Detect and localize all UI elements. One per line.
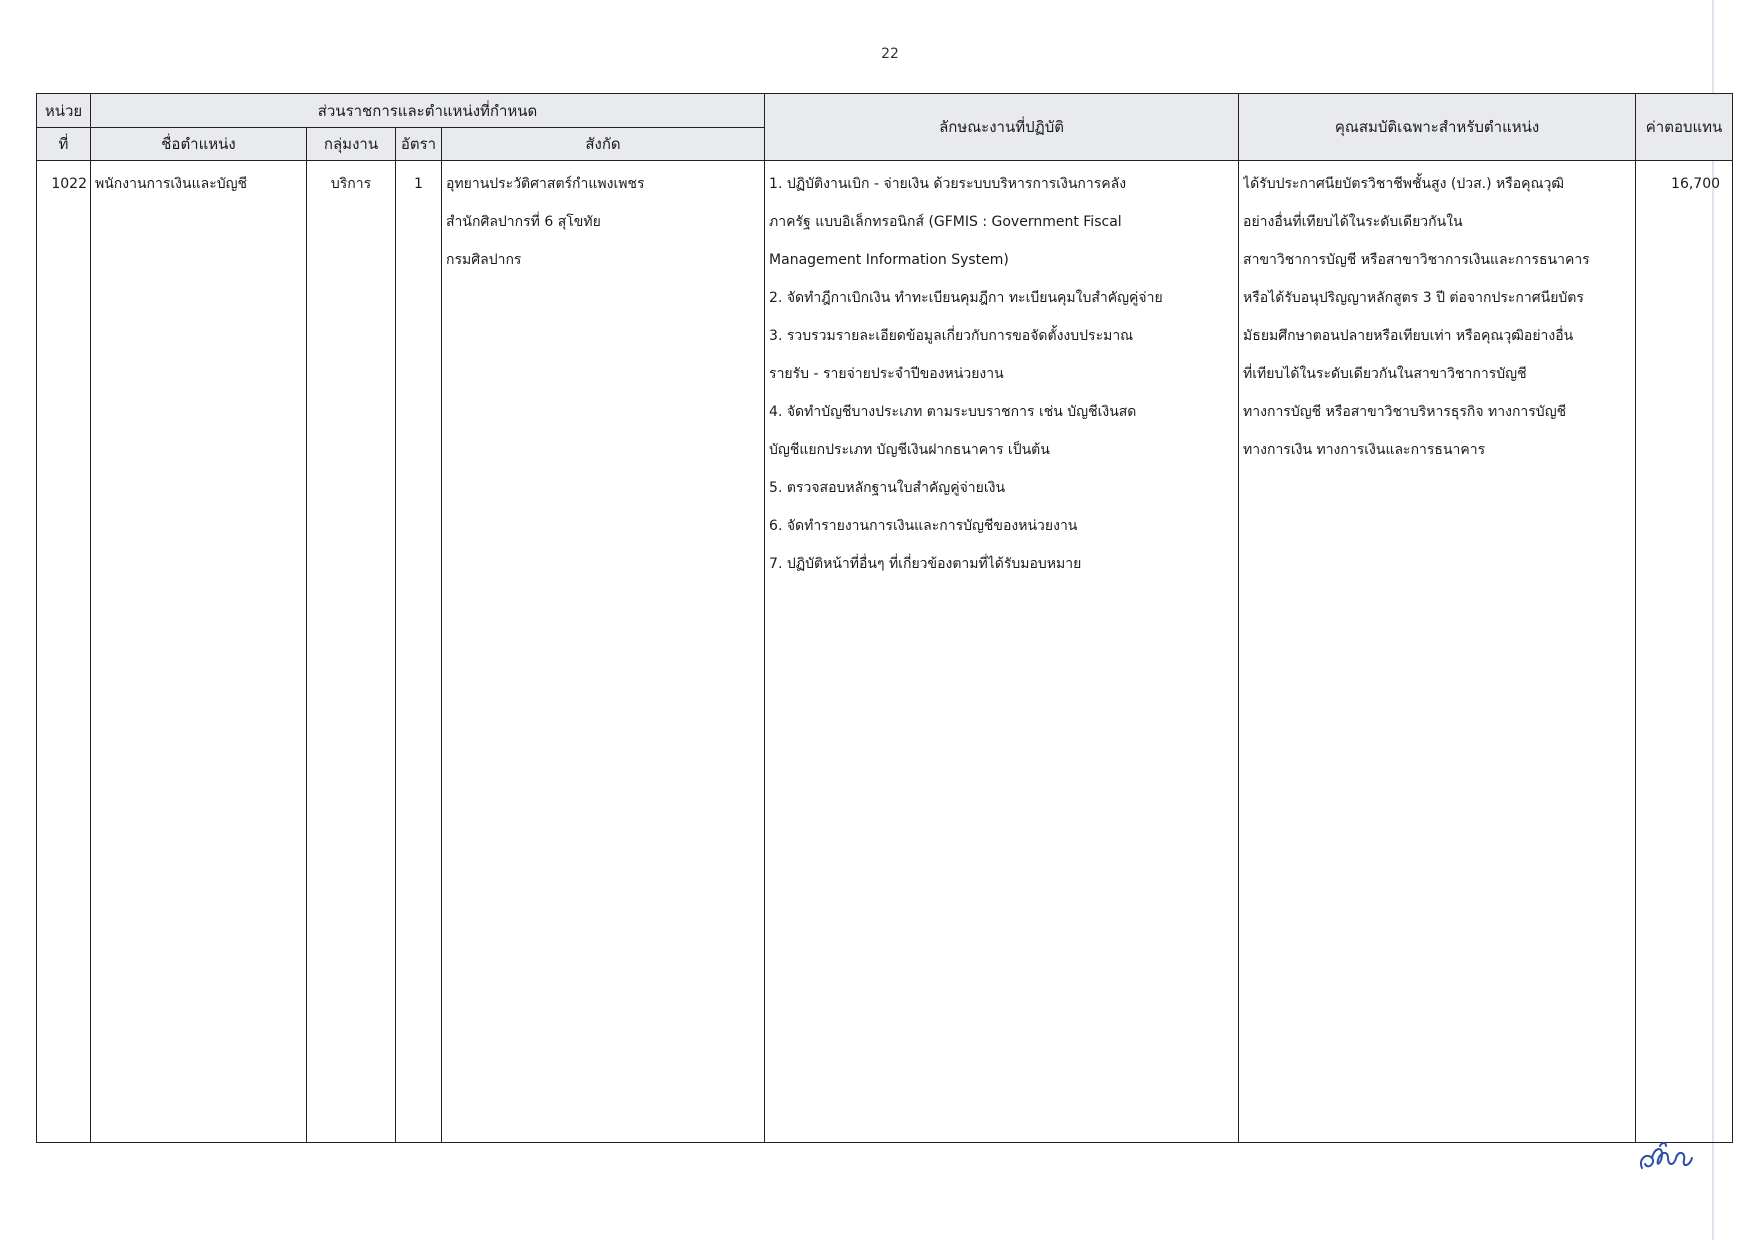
- header-work-group: กลุ่มงาน: [307, 128, 396, 161]
- cell-work-group: บริการ: [307, 161, 396, 1143]
- header-position-name: ชื่อตำแหน่ง: [91, 128, 307, 161]
- affiliation-line: อุทยานประวัติศาสตร์กำแพงเพชร: [446, 176, 645, 192]
- handwritten-signature: [1636, 1138, 1696, 1178]
- cell-duties: [765, 161, 1239, 1143]
- duty-line: 3. รวบรวมรายละเอียดข้อมูลเกี่ยวกับการขอจัดตั้งงบประมาณ: [769, 328, 1134, 344]
- qualification-line: สาขาวิชาการบัญชี หรือสาขาวิชาการเงินและการธนาคาร: [1243, 252, 1590, 268]
- header-duties: ลักษณะงานที่ปฏิบัติ: [765, 94, 1239, 161]
- job-position-table: [36, 93, 1733, 1143]
- affiliation-line: กรมศิลปากร: [446, 252, 522, 268]
- header-salary: ค่าตอบแทน: [1636, 94, 1733, 161]
- duty-line: รายรับ - รายจ่ายประจำปีของหน่วยงาน: [769, 366, 1004, 382]
- header-position-group: ส่วนราชการและตำแหน่งที่กำหนด: [91, 94, 765, 128]
- duty-line: 7. ปฏิบัติหน้าที่อื่นๆ ที่เกี่ยวข้องตามที่ได้รับมอบหมาย: [769, 556, 1082, 572]
- cell-rate: 1: [396, 161, 442, 1143]
- cell-position-name: พนักงานการเงินและบัญชี: [91, 161, 307, 1143]
- duty-line: บัญชีแยกประเภท บัญชีเงินฝากธนาคาร เป็นต้น: [769, 442, 1050, 458]
- duty-line: 1. ปฏิบัติงานเบิก - จ่ายเงิน ด้วยระบบบริหารการเงินการคลัง: [769, 176, 1127, 192]
- qualification-line: ได้รับประกาศนียบัตรวิชาชีพชั้นสูง (ปวส.) หรือคุณวุฒิ: [1243, 176, 1565, 192]
- duty-line: 6. จัดทำรายงานการเงินและการบัญชีของหน่วยงาน: [769, 518, 1078, 534]
- cell-unit-no: 1022: [37, 161, 91, 1143]
- header-rate: อัตรา: [396, 128, 442, 161]
- table-row: [37, 161, 1733, 1143]
- duty-line: 2. จัดทำฎีกาเบิกเงิน ทำทะเบียนคุมฎีกา ทะเบียนคุมใบสำคัญคู่จ่าย: [769, 290, 1163, 306]
- page-number: 22: [881, 46, 899, 62]
- header-qualifications: คุณสมบัติเฉพาะสำหรับตำแหน่ง: [1239, 94, 1636, 161]
- duty-line: 4. จัดทำบัญชีบางประเภท ตามระบบราชการ เช่น บัญชีเงินสด: [769, 404, 1137, 420]
- affiliation-line: สำนักศิลปากรที่ 6 สุโขทัย: [446, 214, 601, 230]
- header-affiliation: สังกัด: [442, 128, 765, 161]
- cell-qualifications: [1239, 161, 1636, 1143]
- duty-line: Management Information System): [769, 252, 1009, 268]
- duty-line: ภาครัฐ แบบอิเล็กทรอนิกส์ (GFMIS : Government Fiscal: [769, 214, 1122, 230]
- qualification-line: ทางการเงิน ทางการเงินและการธนาคาร: [1243, 442, 1486, 458]
- qualification-line: ที่เทียบได้ในระดับเดียวกันในสาขาวิชาการบัญชี: [1243, 366, 1527, 382]
- header-unit: หน่วย: [37, 94, 91, 128]
- cell-salary: 16,700: [1636, 161, 1733, 1143]
- duty-line: 5. ตรวจสอบหลักฐานใบสำคัญคู่จ่ายเงิน: [769, 480, 1006, 496]
- header-unit-no: ที่: [37, 128, 91, 161]
- qualification-line: อย่างอื่นที่เทียบได้ในระดับเดียวกันใน: [1243, 214, 1463, 230]
- cell-affiliation: [442, 161, 765, 1143]
- qualification-line: หรือได้รับอนุปริญญาหลักสูตร 3 ปี ต่อจากประกาศนียบัตร: [1243, 290, 1584, 306]
- qualification-line: มัธยมศึกษาตอนปลายหรือเทียบเท่า หรือคุณวุฒิอย่างอื่น: [1243, 328, 1574, 344]
- qualification-line: ทางการบัญชี หรือสาขาวิชาบริหารธุรกิจ ทางการบัญชี: [1243, 404, 1567, 420]
